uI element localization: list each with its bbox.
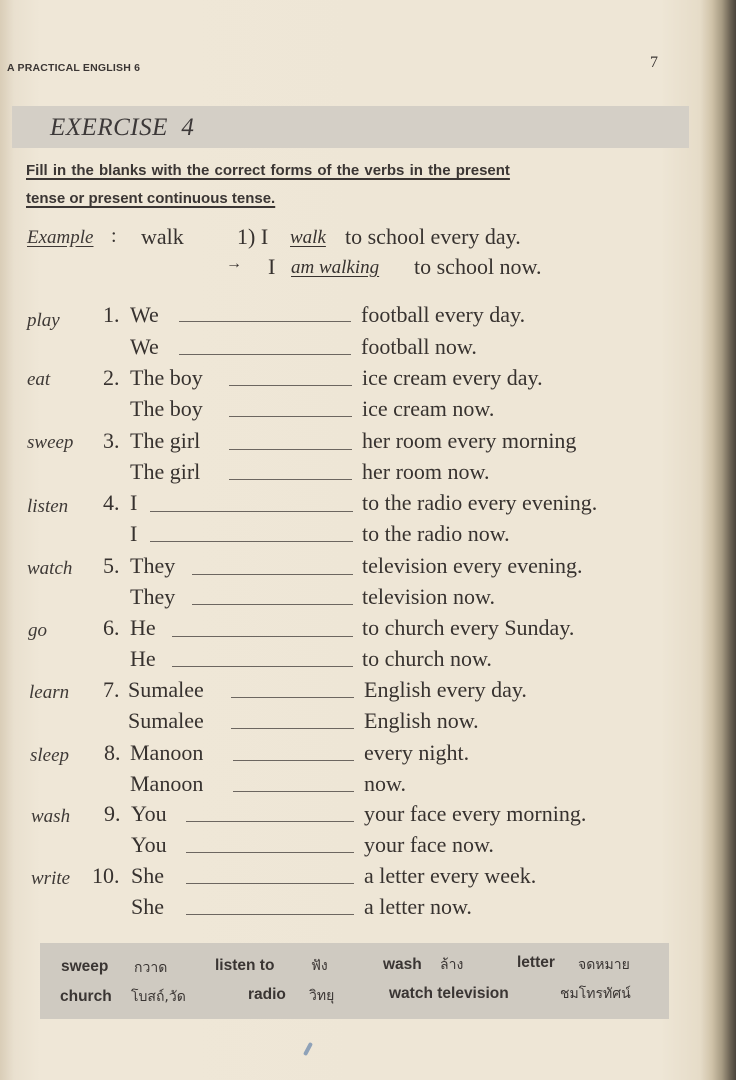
item-verb: wash	[31, 806, 71, 827]
example-verb: walk	[141, 224, 184, 249]
vocab-word: wash	[383, 956, 422, 973]
item-subject: You	[131, 801, 167, 826]
item-subject: You	[131, 832, 167, 857]
answer-blank[interactable]	[231, 728, 354, 729]
item-subject: He	[130, 615, 156, 640]
item-verb: listen	[27, 496, 69, 517]
item-ending: to the radio now.	[362, 521, 510, 546]
item-verb: go	[28, 620, 47, 641]
vocab-translation: วิทยุ	[309, 988, 335, 1004]
answer-blank[interactable]	[231, 697, 354, 698]
item-number: 3.	[103, 428, 120, 453]
item-number: 10.	[92, 863, 120, 888]
answer-blank[interactable]	[233, 791, 354, 792]
exercise-title: EXERCISE 4	[50, 114, 195, 141]
item-number: 4.	[103, 490, 120, 515]
answer-blank[interactable]	[172, 636, 353, 637]
item-ending: football now.	[361, 334, 477, 359]
item-ending: your face every morning.	[364, 801, 587, 826]
answer-blank[interactable]	[172, 666, 353, 667]
answer-blank[interactable]	[229, 479, 352, 480]
example-line1-answer: walk	[290, 227, 326, 248]
item-ending: to church every Sunday.	[362, 615, 575, 640]
vocab-translation: ล้าง	[440, 957, 464, 973]
vocab-translation: กวาด	[134, 960, 168, 976]
item-subject: They	[130, 553, 176, 578]
answer-blank[interactable]	[186, 883, 354, 884]
item-verb: sleep	[30, 745, 70, 766]
running-head: A PRACTICAL ENGLISH 6	[7, 62, 141, 74]
instructions-line-1: Fill in the blanks with the correct forms of the verbs in the present	[26, 162, 510, 179]
answer-blank[interactable]	[186, 914, 354, 915]
item-subject: Manoon	[130, 771, 204, 796]
item-ending: television every evening.	[362, 553, 583, 578]
vocab-word: church	[60, 988, 112, 1005]
answer-blank[interactable]	[186, 852, 354, 853]
example-line2-subject: I	[268, 254, 276, 279]
answer-blank[interactable]	[233, 760, 354, 761]
item-ending: television now.	[362, 584, 495, 609]
item-subject: The boy	[130, 396, 203, 421]
item-ending: to church now.	[362, 646, 492, 671]
answer-blank[interactable]	[150, 511, 353, 512]
item-subject: The girl	[130, 428, 201, 453]
item-ending: to the radio every evening.	[362, 490, 598, 515]
answer-blank[interactable]	[179, 321, 351, 322]
item-subject: The boy	[130, 365, 203, 390]
item-subject: They	[130, 584, 176, 609]
answer-blank[interactable]	[229, 449, 352, 450]
item-ending: ice cream every day.	[362, 365, 543, 390]
item-ending: her room now.	[362, 459, 490, 484]
item-ending: now.	[364, 771, 406, 796]
vocab-word: radio	[248, 986, 286, 1003]
vocab-translation: จดหมาย	[578, 957, 630, 973]
item-subject: Sumalee	[128, 677, 204, 702]
example-label: Example	[27, 227, 94, 248]
answer-blank[interactable]	[179, 354, 351, 355]
item-verb: learn	[29, 682, 70, 703]
item-ending: ice cream now.	[362, 396, 495, 421]
example-line1-rest: to school every day.	[345, 224, 521, 249]
item-subject: I	[130, 490, 138, 515]
item-subject: Sumalee	[128, 708, 204, 733]
item-number: 9.	[104, 801, 121, 826]
item-number: 1.	[103, 302, 120, 327]
vocab-word: watch television	[389, 985, 509, 1002]
item-ending: English every day.	[364, 677, 527, 702]
arrow-icon: →	[226, 255, 242, 272]
vocab-word: letter	[517, 954, 555, 971]
item-number: 8.	[104, 740, 121, 765]
answer-blank[interactable]	[192, 604, 353, 605]
item-number: 6.	[103, 615, 120, 640]
item-ending: every night.	[364, 740, 470, 765]
item-ending: football every day.	[361, 302, 526, 327]
vocab-word: listen to	[215, 957, 275, 974]
instructions-line-2: tense or present continuous tense.	[26, 190, 276, 207]
item-verb: write	[31, 868, 71, 889]
item-ending: your face now.	[364, 832, 494, 857]
answer-blank[interactable]	[186, 821, 354, 822]
item-subject: We	[130, 302, 159, 327]
example-line2-answer: am walking	[291, 257, 380, 278]
item-verb: eat	[27, 369, 51, 390]
example-line2-rest: to school now.	[414, 254, 542, 279]
item-ending: English now.	[364, 708, 479, 733]
item-verb: play	[27, 310, 60, 331]
item-verb: watch	[27, 558, 73, 579]
item-ending: her room every morning	[362, 428, 577, 453]
item-number: 7.	[103, 677, 120, 702]
vocab-translation: ชมโทรทัศน์	[560, 986, 631, 1002]
item-ending: a letter every week.	[364, 863, 537, 888]
example-line1-start: 1) I	[237, 224, 269, 249]
item-subject: I	[130, 521, 138, 546]
item-subject: The girl	[130, 459, 201, 484]
answer-blank[interactable]	[229, 416, 352, 417]
pen-mark	[303, 1042, 313, 1056]
item-subject: Manoon	[130, 740, 204, 765]
vocab-translation: โบสถ์,วัด	[131, 989, 186, 1005]
item-verb: sweep	[27, 432, 74, 453]
answer-blank[interactable]	[229, 385, 352, 386]
item-subject: She	[131, 894, 164, 919]
example-colon: :	[111, 225, 117, 247]
item-number: 2.	[103, 365, 120, 390]
item-ending: a letter now.	[364, 894, 472, 919]
vocab-word: sweep	[61, 958, 109, 975]
page-number: 7	[650, 54, 658, 71]
answer-blank[interactable]	[150, 541, 353, 542]
vocab-translation: ฟัง	[311, 958, 328, 974]
item-subject: She	[131, 863, 164, 888]
answer-blank[interactable]	[192, 574, 353, 575]
item-subject: He	[130, 646, 156, 671]
item-subject: We	[130, 334, 159, 359]
item-number: 5.	[103, 553, 120, 578]
